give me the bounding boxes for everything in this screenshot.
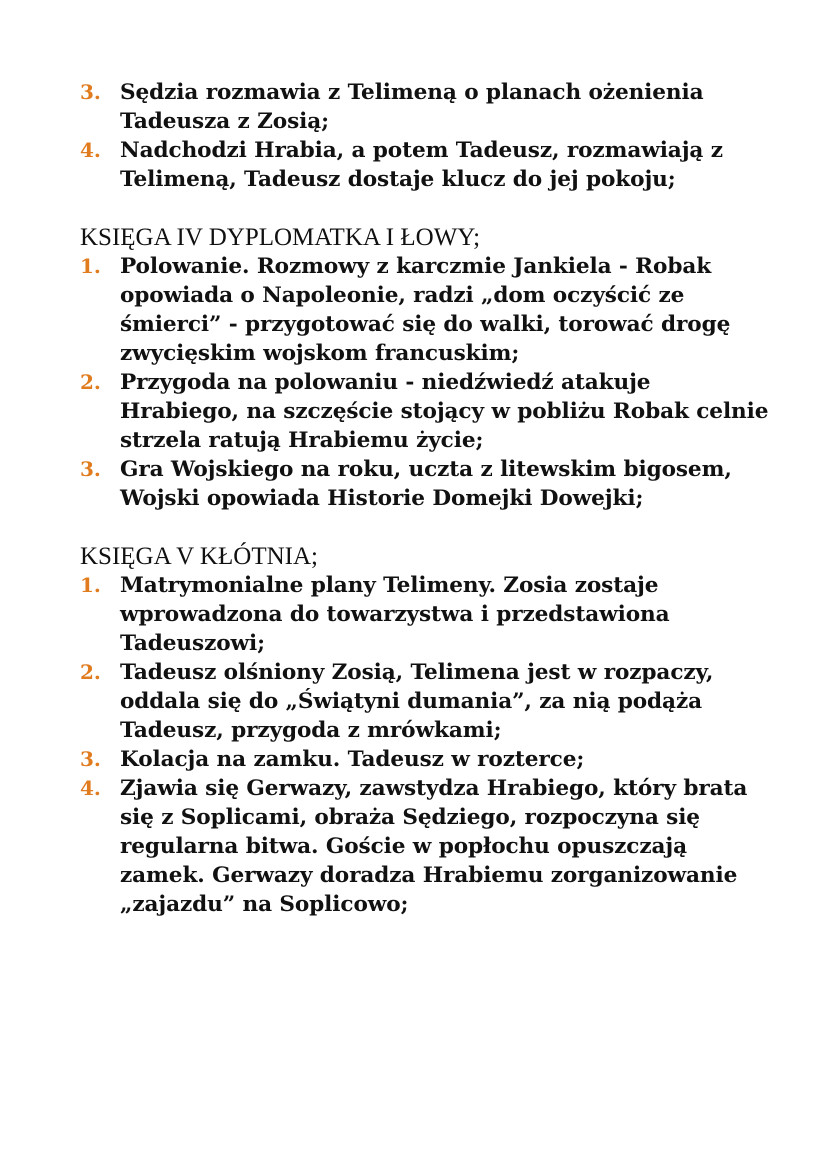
list-item — [80, 368, 770, 455]
section-ksiega-iv — [80, 223, 770, 513]
item-text: Nadchodzi Hrabia, a potem Tadeusz, rozmawiają z Telimeną, Tadeusz dostaje klucz do jej pokoju; — [120, 138, 723, 192]
item-number: 3. — [80, 747, 101, 771]
document-page — [80, 78, 770, 919]
list-item — [80, 745, 770, 774]
item-text: Kolacja na zamku. Tadeusz w rozterce; — [120, 747, 585, 772]
list-item — [80, 571, 770, 658]
event-list — [80, 571, 770, 919]
item-text: Matrymonialne plany Telimeny. Zosia zostaje wprowadzona do towarzystwa i przedstawiona Tadeuszowi; — [120, 573, 670, 656]
item-number: 1. — [80, 573, 101, 597]
list-item — [80, 455, 770, 513]
item-text: Gra Wojskiego na roku, uczta z litewskim bigosem, Wojski opowiada Historie Domejki Dowejki; — [120, 457, 732, 511]
item-text: Przygoda na polowaniu - niedźwiedź atakuje Hrabiego, na szczęście stojący w pobliżu Robak celnie strzela ratują Hrabiemu życie; — [120, 370, 769, 453]
item-number: 3. — [80, 457, 101, 481]
list-item — [80, 658, 770, 745]
list-item — [80, 252, 770, 368]
item-number: 2. — [80, 660, 101, 684]
event-list — [80, 78, 770, 194]
list-item — [80, 136, 770, 194]
event-list — [80, 252, 770, 513]
item-text: Polowanie. Rozmowy z karczmie Jankiela - Robak opowiada o Napoleonie, radzi „dom oczyścić ze śmierci” - przygotować się do walki, torować drogę zwycięskim wojskom francuskim; — [120, 254, 731, 366]
section-heading: KSIĘGA IV DYPLOMATKA I ŁOWY; — [80, 224, 481, 251]
item-text: Sędzia rozmawia z Telimeną o planach ożenienia Tadeusza z Zosią; — [120, 80, 704, 134]
section-continuation — [80, 78, 770, 194]
item-number: 2. — [80, 370, 101, 394]
list-item — [80, 774, 770, 919]
item-number: 4. — [80, 776, 101, 800]
item-number: 1. — [80, 254, 101, 278]
section-ksiega-v — [80, 542, 770, 919]
item-text: Zjawia się Gerwazy, zawstydza Hrabiego, który brata się z Soplicami, obraża Sędziego, rozpoczyna się regularna bitwa. Goście w popłochu opuszczają zamek. Gerwazy doradza Hrabiemu zorganizowanie „zajazdu” na Soplicowo; — [120, 776, 748, 917]
item-number: 3. — [80, 80, 101, 104]
item-number: 4. — [80, 138, 101, 162]
item-text: Tadeusz olśniony Zosią, Telimena jest w rozpaczy, oddala się do „Świątyni dumania”, za nią podąża Tadeusz, przygoda z mrówkami; — [120, 660, 714, 743]
section-heading: KSIĘGA V KŁÓTNIA; — [80, 543, 318, 570]
list-item — [80, 78, 770, 136]
